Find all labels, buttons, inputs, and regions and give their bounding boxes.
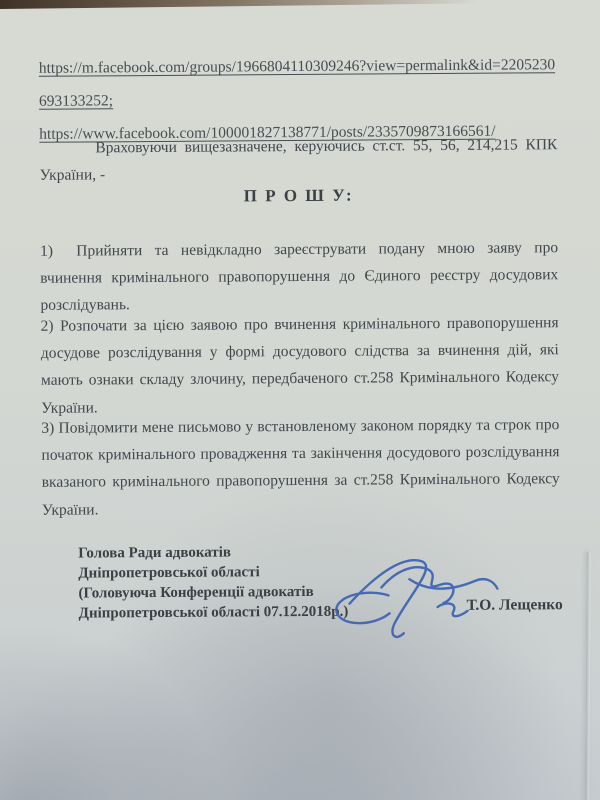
text-line: https://m.facebook.com/groups/1966804110309246?view=permalink&id=2205230 — [38, 56, 556, 77]
request-heading: П Р О Ш У: — [243, 185, 354, 206]
text-line: Дніпропетровської області — [78, 564, 260, 582]
text-line: 3) Повідомити мене письмово у встановленому законом порядку та строк про — [41, 416, 560, 437]
intro-paragraph — [39, 132, 557, 189]
text-line: вказаного кримінального правопорушення за ст.258 Кримінального Кодексу — [41, 470, 560, 492]
text-line: початок кримінального провадження та закінчення досудового розслідування — [41, 443, 560, 464]
text-line: Дніпропетровської області 07.12.2018р.) — [78, 603, 349, 622]
paper-crease — [585, 552, 591, 800]
text-line: 693133252; — [38, 92, 114, 110]
text-line: 1) Прийняти та невідкладно зареєструвати подану мною заяву про — [40, 239, 559, 260]
text-line: Голова Ради адвокатів — [78, 544, 232, 562]
text-line: 2) Розпочати за цією заявою про вчинення кримінального правопорушення — [40, 314, 559, 335]
text-line: України, - — [39, 165, 106, 184]
facebook-link-1 — [39, 48, 557, 118]
request-item-3 — [41, 411, 560, 523]
text-line: України. — [41, 500, 99, 519]
request-item-2 — [41, 309, 560, 421]
text-line: вчинення кримінального правопорушення до Єдиного реєстру досудових — [40, 266, 559, 287]
text-line: https://www.facebook.com/100001827138771/posts/2335709873166561/ — [39, 122, 496, 143]
request-item-1 — [40, 234, 559, 319]
text-line: розслідувань. — [40, 296, 130, 315]
text-line: досудове розслідування у формі досудового слідства за вчинення дій, які — [40, 341, 559, 362]
text-line: (Головуюча Конференції адвокатів — [78, 583, 314, 602]
paper-sheet — [38, 0, 562, 800]
text-line: мають ознаки складу злочину, передбаченого ст.258 Кримінального Кодексу — [40, 368, 560, 390]
signatory-name: Т.О. Лещенко — [466, 596, 563, 614]
text-line: України. — [41, 398, 98, 417]
text-line: Враховуючи вищезазначене, керуючись ст.ст. 55, 56, 214,215 КПК — [95, 136, 558, 157]
